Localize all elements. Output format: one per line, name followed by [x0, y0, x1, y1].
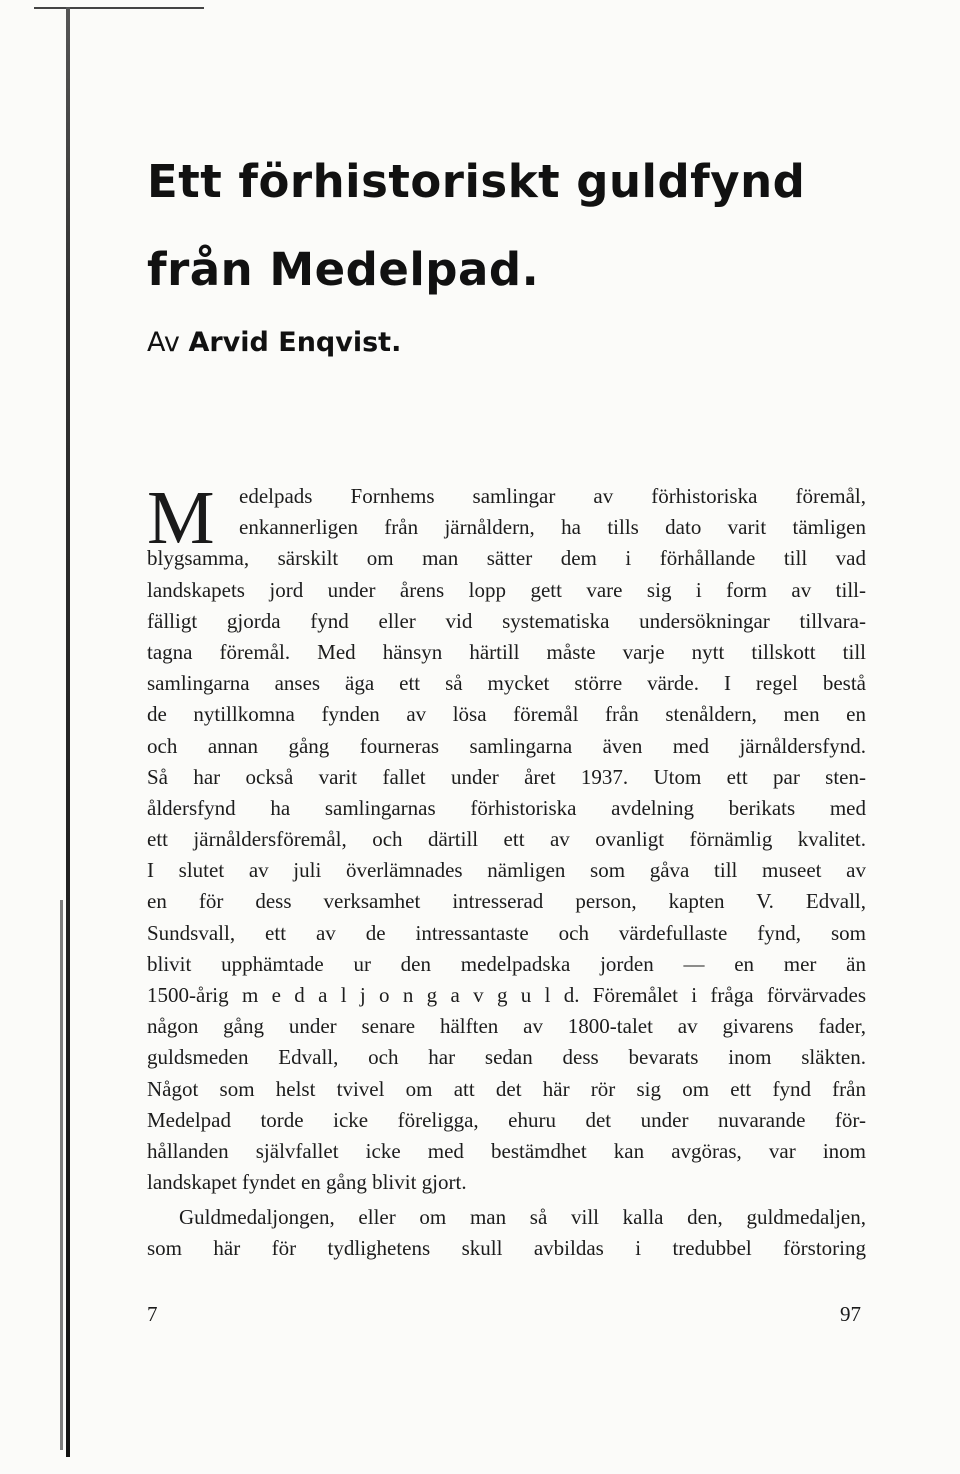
spine-shadow — [60, 900, 63, 1450]
text-line: de nytillkomna fynden av lösa föremål från stenåldern, men en — [147, 702, 866, 727]
text-line: och annan gång fourneras samlingarna även med järnåldersfynd. — [147, 733, 866, 758]
text-line: Sundsvall, ett av de intressantaste och värdefullaste fynd, som — [147, 920, 866, 945]
text-line: fälligt gjorda fynd eller vid systematiska undersökningar tillvara- — [147, 608, 866, 633]
spine-line-vertical — [66, 7, 70, 1457]
article-title — [147, 138, 847, 314]
text-line: enkannerligen från järnåldern, ha tills dato varit tämligen — [239, 515, 866, 540]
page-number: 97 — [840, 1302, 861, 1326]
text-line: någon gång under senare hälften av 1800-talet av givarens fader, — [147, 1014, 866, 1039]
text-line: I slutet av juli överlämnades nämligen som gåva till museet av — [147, 858, 866, 883]
text-line: 1500-årig m e d a l j o n g a v g u l d. Föremålet i fråga förvärvades — [147, 983, 866, 1007]
signature-mark: 7 — [147, 1302, 158, 1326]
text-line: blivit upphämtade ur den medelpadska jorden — en mer än — [147, 951, 866, 976]
text-line: samlingarna anses äga ett så mycket större värde. I regel bestå — [147, 671, 866, 696]
text-line: guldsmeden Edvall, och har sedan dess bevarats inom släkten. — [147, 1045, 866, 1070]
paragraph-1 — [147, 476, 866, 1198]
text-line: Så har också varit fallet under året 1937. Utom ett par sten- — [147, 764, 866, 789]
text-line: Medelpad torde icke föreligga, ehuru det under nuvarande för- — [147, 1107, 866, 1132]
text-line: tagna föremål. Med hänsyn härtill måste varje nytt tillskott till — [147, 639, 866, 664]
byline — [147, 327, 401, 358]
text-line: som här för tydlighetens skull avbildas i tredubbel förstoring — [147, 1236, 866, 1261]
paragraph-2 — [147, 1202, 866, 1264]
text-line: edelpads Fornhems samlingar av förhistoriska föremål, — [239, 484, 866, 508]
spine-line-horizontal — [34, 7, 204, 9]
text-line: åldersfynd ha samlingarnas förhistoriska avdelning berikats med — [147, 795, 866, 820]
text-line: landskapet fyndet en gång blivit gjort. — [147, 1170, 467, 1195]
text-line: blygsamma, särskilt om man sätter dem i förhållande till vad — [147, 546, 866, 571]
text-line: Guldmedaljongen, eller om man så vill kalla den, guldmedaljen, — [179, 1205, 866, 1229]
text-line: en för dess verksamhet intresserad person, kapten V. Edvall, — [147, 889, 866, 914]
text-line: hållanden självfallet icke med bestämdhet kan avgöras, var inom — [147, 1138, 866, 1163]
drop-cap: M — [147, 476, 215, 560]
title-line-2: från Medelpad. — [147, 243, 540, 296]
text-line: ett järnåldersföremål, och därtill ett av ovanligt förnämlig kvalitet. — [147, 827, 866, 852]
title-line-1: Ett förhistoriskt guldfynd — [147, 155, 806, 208]
text-line: Något som helst tvivel om att det här rör sig om ett fynd från — [147, 1076, 866, 1101]
byline-author: Arvid Enqvist. — [188, 327, 402, 358]
text-line: landskapets jord under årens lopp gett vare sig i form av till- — [147, 577, 866, 602]
byline-prefix: Av — [147, 327, 180, 358]
